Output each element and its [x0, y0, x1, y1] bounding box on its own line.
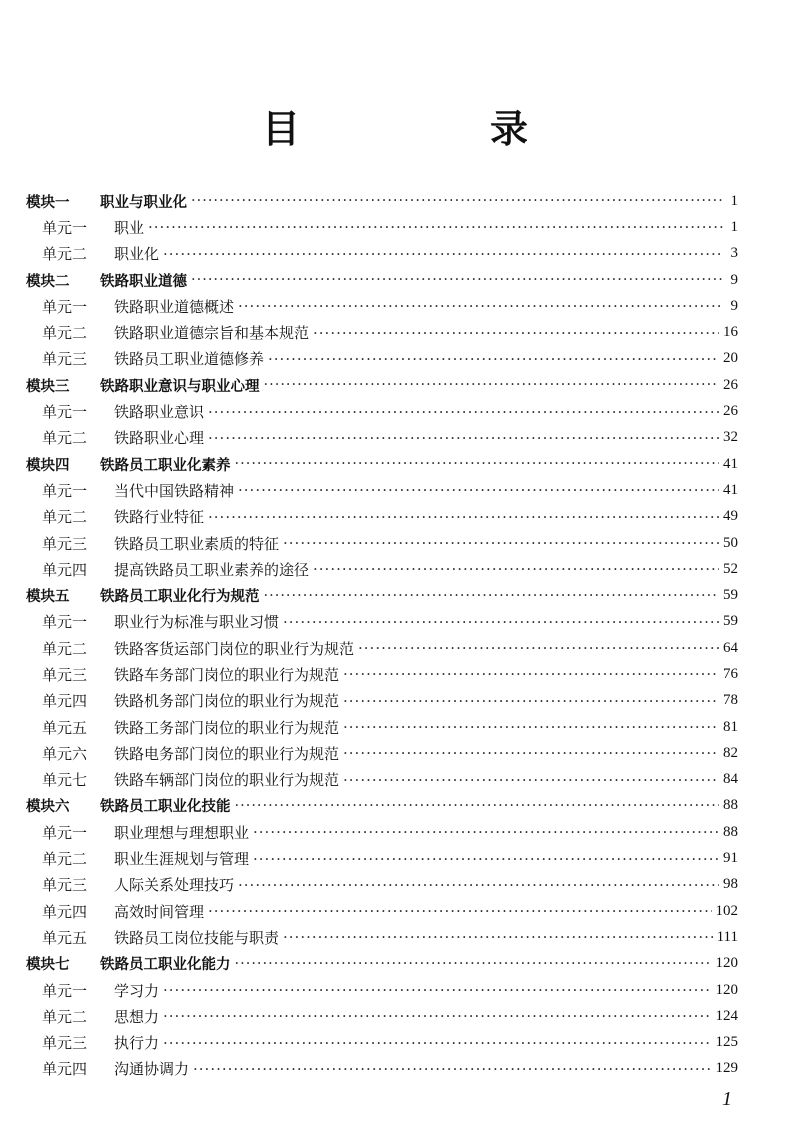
toc-unit-entry — [26, 977, 738, 1003]
toc-entry-label: 单元一 — [42, 823, 88, 842]
dot-leader — [283, 613, 719, 631]
toc-entry-title: 职业理想与理想职业 — [114, 823, 250, 842]
dot-leader — [313, 560, 719, 578]
toc-entry-page: 102 — [715, 902, 738, 919]
toc-entry-title: 当代中国铁路精神 — [114, 481, 235, 500]
toc-entry-label: 单元二 — [42, 245, 88, 264]
toc-entry-title: 思想力 — [114, 1007, 160, 1026]
toc-entry-page: 20 — [723, 350, 738, 367]
toc-entry-label: 单元三 — [42, 876, 88, 895]
toc-entry-title: 铁路员工职业化行为规范 — [100, 589, 260, 606]
dot-leader — [235, 456, 720, 472]
toc-entry-label: 单元四 — [42, 692, 88, 711]
toc-unit-entry — [26, 1030, 738, 1056]
toc-unit-entry — [26, 819, 738, 845]
dot-leader — [283, 928, 713, 946]
toc-unit-entry — [26, 346, 738, 372]
toc-entry-page: 41 — [723, 481, 738, 498]
toc-entry-label: 单元二 — [42, 324, 88, 343]
toc-entry-label: 单元三 — [42, 665, 88, 684]
toc-entry-title: 铁路职业道德 — [100, 273, 187, 290]
toc-entry-label: 单元二 — [42, 429, 88, 448]
toc-entry-label: 单元六 — [42, 744, 88, 763]
toc-unit-entry — [26, 609, 738, 635]
toc-entry-label: 单元二 — [42, 508, 88, 527]
dot-leader — [238, 876, 719, 894]
dot-leader — [235, 956, 712, 972]
dot-leader — [343, 692, 719, 710]
dot-leader — [208, 902, 711, 920]
toc-entry-label: 模块七 — [26, 957, 70, 974]
toc-entry-title: 职业 — [114, 218, 145, 237]
toc-unit-entry — [26, 924, 738, 950]
toc-module-entry — [26, 451, 738, 477]
toc-entry-page: 81 — [723, 718, 738, 735]
dot-leader — [358, 639, 719, 657]
dot-leader — [191, 272, 724, 288]
toc-entry-title: 铁路工务部门岗位的职业行为规范 — [114, 718, 340, 737]
toc-entry-title: 铁路员工职业化素养 — [100, 457, 231, 474]
toc-entry-page: 84 — [723, 771, 738, 788]
toc-entry-label: 模块四 — [26, 457, 70, 474]
toc-module-entry — [26, 582, 738, 608]
toc-entry-label: 单元一 — [42, 481, 88, 500]
toc-unit-entry — [26, 241, 738, 267]
toc-entry-page: 9 — [730, 297, 738, 314]
toc-entry-title: 职业行为标准与职业习惯 — [114, 613, 280, 632]
toc-entry-label: 单元一 — [42, 297, 88, 316]
toc-module-entry — [26, 372, 738, 398]
toc-entry-title: 铁路职业道德宗旨和基本规范 — [114, 324, 310, 343]
toc-unit-entry — [26, 661, 738, 687]
toc-entry-title: 职业生涯规划与管理 — [114, 850, 250, 869]
dot-leader — [313, 324, 719, 342]
toc-entry-page: 41 — [723, 455, 738, 472]
toc-entry-label: 单元七 — [42, 771, 88, 790]
dot-leader — [163, 1007, 711, 1025]
toc-entry-page: 32 — [723, 429, 738, 446]
toc-entry-title: 铁路员工职业道德修养 — [114, 350, 265, 369]
toc-entry-page: 82 — [723, 744, 738, 761]
toc-unit-entry — [26, 1056, 738, 1082]
toc-entry-label: 单元一 — [42, 403, 88, 422]
dot-leader — [148, 218, 724, 236]
toc-entry-page: 52 — [723, 560, 738, 577]
dot-leader — [235, 798, 720, 814]
toc-unit-entry — [26, 293, 738, 319]
toc-entry-title: 铁路车务部门岗位的职业行为规范 — [114, 665, 340, 684]
toc-entry-page: 98 — [723, 876, 738, 893]
toc-entry-label: 单元二 — [42, 1007, 88, 1026]
toc-module-entry — [26, 267, 738, 293]
toc-entry-page: 64 — [723, 639, 738, 656]
toc-unit-entry — [26, 898, 738, 924]
dot-leader — [343, 665, 719, 683]
dot-leader — [163, 245, 724, 263]
dot-leader — [238, 297, 724, 315]
dot-leader — [343, 718, 719, 736]
toc-unit-entry — [26, 1003, 738, 1029]
toc-unit-entry — [26, 767, 738, 793]
toc-entry-title: 铁路员工岗位技能与职责 — [114, 928, 280, 947]
dot-leader — [238, 481, 719, 499]
toc-entry-label: 模块六 — [26, 799, 70, 816]
dot-leader — [283, 534, 719, 552]
dot-leader — [343, 771, 719, 789]
toc-entry-page: 3 — [730, 245, 738, 262]
dot-leader — [253, 823, 719, 841]
toc-entry-label: 单元一 — [42, 981, 88, 1000]
toc-entry-title: 学习力 — [114, 981, 160, 1000]
toc-entry-title: 人际关系处理技巧 — [114, 876, 235, 895]
toc-entry-label: 单元四 — [42, 560, 88, 579]
toc-unit-entry — [26, 688, 738, 714]
toc-entry-title: 职业化 — [114, 245, 160, 264]
toc-entry-page: 1 — [730, 192, 738, 209]
toc-entry-page: 59 — [723, 613, 738, 630]
toc-entry-label: 单元一 — [42, 613, 88, 632]
dot-leader — [191, 193, 724, 209]
toc-entry-title: 铁路电务部门岗位的职业行为规范 — [114, 744, 340, 763]
toc-entry-title: 铁路员工职业素质的特征 — [114, 534, 280, 553]
toc-module-entry — [26, 951, 738, 977]
toc-entry-label: 单元三 — [42, 534, 88, 553]
toc-list — [26, 188, 738, 1082]
dot-leader — [268, 350, 719, 368]
toc-entry-title: 铁路职业道德概述 — [114, 297, 235, 316]
toc-entry-page: 1 — [730, 218, 738, 235]
toc-entry-title: 沟通协调力 — [114, 1060, 190, 1079]
dot-leader — [253, 850, 719, 868]
dot-leader — [193, 1060, 711, 1078]
toc-entry-label: 模块五 — [26, 589, 70, 606]
toc-entry-label: 单元五 — [42, 928, 88, 947]
toc-unit-entry — [26, 530, 738, 556]
toc-entry-title: 铁路机务部门岗位的职业行为规范 — [114, 692, 340, 711]
toc-entry-title: 提高铁路员工职业素养的途径 — [114, 560, 310, 579]
toc-unit-entry — [26, 477, 738, 503]
toc-entry-label: 单元二 — [42, 639, 88, 658]
toc-entry-page: 129 — [715, 1060, 738, 1077]
toc-entry-title: 铁路职业意识 — [114, 403, 205, 422]
toc-entry-label: 单元三 — [42, 350, 88, 369]
toc-entry-page: 9 — [730, 271, 738, 288]
toc-entry-page: 26 — [723, 403, 738, 420]
toc-module-entry — [26, 188, 738, 214]
toc-entry-page: 49 — [723, 508, 738, 525]
toc-module-entry — [26, 793, 738, 819]
toc-entry-page: 91 — [723, 850, 738, 867]
toc-unit-entry — [26, 425, 738, 451]
toc-entry-page: 111 — [716, 928, 738, 945]
toc-entry-title: 执行力 — [114, 1034, 160, 1053]
toc-entry-page: 76 — [723, 665, 738, 682]
toc-unit-entry — [26, 214, 738, 240]
dot-leader — [163, 981, 711, 999]
toc-entry-page: 59 — [723, 587, 738, 604]
toc-unit-entry — [26, 635, 738, 661]
toc-unit-entry — [26, 845, 738, 871]
toc-entry-label: 模块二 — [26, 273, 70, 290]
toc-unit-entry — [26, 504, 738, 530]
toc-entry-page: 78 — [723, 692, 738, 709]
toc-entry-title: 铁路员工职业化能力 — [100, 957, 231, 974]
toc-entry-page: 88 — [723, 823, 738, 840]
toc-unit-entry — [26, 556, 738, 582]
toc-entry-label: 模块一 — [26, 194, 70, 211]
dot-leader — [208, 429, 719, 447]
toc-entry-title: 铁路员工职业化技能 — [100, 799, 231, 816]
toc-unit-entry — [26, 398, 738, 424]
toc-entry-label: 单元一 — [42, 218, 88, 237]
toc-entry-title: 铁路职业心理 — [114, 429, 205, 448]
toc-entry-title: 职业与职业化 — [100, 194, 187, 211]
dot-leader — [163, 1034, 711, 1052]
toc-unit-entry — [26, 319, 738, 345]
toc-entry-page: 120 — [715, 955, 738, 972]
page-folio: 1 — [722, 1088, 732, 1110]
toc-entry-page: 16 — [723, 324, 738, 341]
toc-entry-label: 单元五 — [42, 718, 88, 737]
toc-entry-label: 单元四 — [42, 902, 88, 921]
toc-entry-page: 124 — [715, 1007, 738, 1024]
page-title: 目 录 — [261, 107, 604, 151]
dot-leader — [208, 403, 719, 421]
dot-leader — [264, 377, 720, 393]
toc-entry-label: 单元四 — [42, 1060, 88, 1079]
toc-entry-title: 铁路职业意识与职业心理 — [100, 378, 260, 395]
toc-entry-page: 125 — [715, 1034, 738, 1051]
dot-leader — [264, 588, 720, 604]
toc-entry-page: 50 — [723, 534, 738, 551]
toc-entry-label: 单元二 — [42, 850, 88, 869]
toc-entry-page: 88 — [723, 797, 738, 814]
toc-entry-label: 单元三 — [42, 1034, 88, 1053]
toc-entry-title: 铁路客货运部门岗位的职业行为规范 — [114, 639, 355, 658]
toc-entry-title: 高效时间管理 — [114, 902, 205, 921]
dot-leader — [343, 744, 719, 762]
toc-unit-entry — [26, 872, 738, 898]
toc-entry-title: 铁路车辆部门岗位的职业行为规范 — [114, 771, 340, 790]
toc-entry-page: 120 — [715, 981, 738, 998]
toc-unit-entry — [26, 740, 738, 766]
toc-entry-label: 模块三 — [26, 378, 70, 395]
toc-entry-title: 铁路行业特征 — [114, 508, 205, 527]
toc-entry-page: 26 — [723, 376, 738, 393]
dot-leader — [208, 508, 719, 526]
toc-unit-entry — [26, 714, 738, 740]
